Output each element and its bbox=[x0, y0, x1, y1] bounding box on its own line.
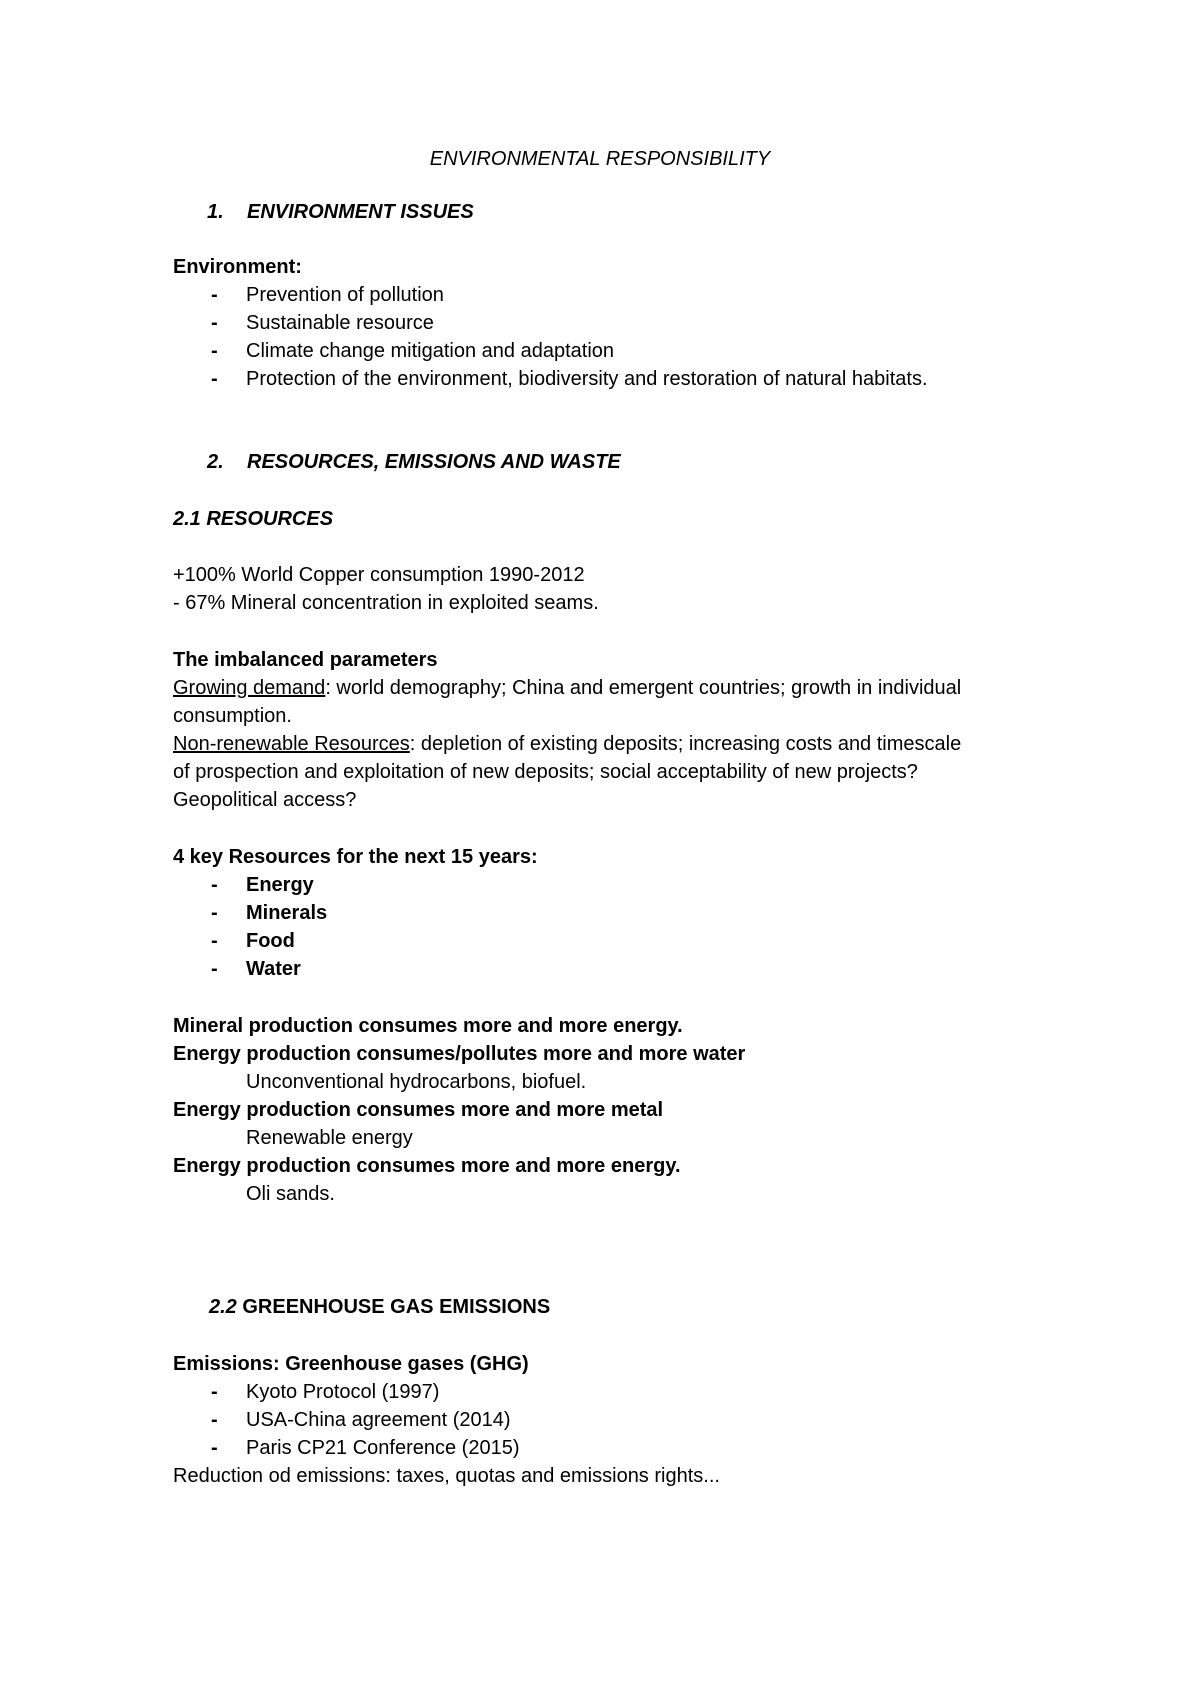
list-bullet: - bbox=[211, 1409, 218, 1431]
energy-metal-line: Energy production consumes more and more metal bbox=[173, 1099, 664, 1121]
document-title: ENVIRONMENTAL RESPONSIBILITY bbox=[429, 148, 771, 170]
list-item: Water bbox=[246, 958, 301, 980]
list-bullet: - bbox=[211, 930, 218, 952]
energy-energy-detail: Oli sands. bbox=[246, 1183, 335, 1205]
list-item: Paris CP21 Conference (2015) bbox=[246, 1437, 520, 1459]
mineral-stat: - 67% Mineral concentration in exploited seams. bbox=[173, 592, 599, 614]
list-item: Climate change mitigation and adaptation bbox=[246, 340, 615, 362]
energy-water-detail: Unconventional hydrocarbons, biofuel. bbox=[246, 1071, 587, 1093]
list-item: Protection of the environment, biodiversity and restoration of natural habitats. bbox=[246, 368, 928, 390]
mineral-production-line: Mineral production consumes more and more energy. bbox=[173, 1015, 683, 1037]
list-item: Kyoto Protocol (1997) bbox=[246, 1381, 440, 1403]
environment-label: Environment: bbox=[173, 256, 302, 278]
section-2-heading: RESOURCES, EMISSIONS AND WASTE bbox=[247, 451, 621, 473]
emissions-reduction-line: Reduction od emissions: taxes, quotas and emissions rights... bbox=[173, 1465, 720, 1487]
nonrenewable-text: : depletion of existing deposits; increasing costs and timescale bbox=[409, 733, 962, 755]
subsection-2-2-title: GREENHOUSE GAS EMISSIONS bbox=[236, 1296, 551, 1318]
list-bullet: - bbox=[211, 340, 218, 362]
key-resources-heading: 4 key Resources for the next 15 years: bbox=[173, 846, 538, 868]
list-bullet: - bbox=[211, 958, 218, 980]
list-item: USA-China agreement (2014) bbox=[246, 1409, 511, 1431]
list-bullet: - bbox=[211, 1381, 218, 1403]
nonrenewable-line bbox=[173, 732, 961, 756]
energy-energy-line: Energy production consumes more and more energy. bbox=[173, 1155, 681, 1177]
list-bullet: - bbox=[211, 284, 218, 306]
list-item: Prevention of pollution bbox=[246, 284, 444, 306]
energy-water-line: Energy production consumes/pollutes more and more water bbox=[173, 1043, 746, 1065]
section-1-number: 1. bbox=[207, 201, 224, 223]
copper-stat: +100% World Copper consumption 1990-2012 bbox=[173, 564, 585, 586]
section-2-number: 2. bbox=[207, 451, 224, 473]
list-bullet: - bbox=[211, 368, 218, 390]
section-1-heading: ENVIRONMENT ISSUES bbox=[247, 201, 474, 223]
growing-demand-label: Growing demand bbox=[173, 677, 326, 699]
imbalanced-heading: The imbalanced parameters bbox=[173, 649, 438, 671]
energy-metal-detail: Renewable energy bbox=[246, 1127, 413, 1149]
subsection-2-1-heading: 2.1 RESOURCES bbox=[173, 508, 334, 530]
list-item: Food bbox=[246, 930, 295, 952]
list-bullet: - bbox=[211, 902, 218, 924]
subsection-2-2-number: 2.2 bbox=[209, 1296, 237, 1318]
nonrenewable-cont: of prospection and exploitation of new deposits; social acceptability of new projects? bbox=[173, 761, 918, 783]
list-item: Sustainable resource bbox=[246, 312, 434, 334]
list-item: Energy bbox=[246, 874, 314, 896]
list-bullet: - bbox=[211, 312, 218, 334]
list-bullet: - bbox=[211, 874, 218, 896]
subsection-2-2-heading bbox=[209, 1295, 550, 1319]
nonrenewable-cont: Geopolitical access? bbox=[173, 789, 357, 811]
list-item: Minerals bbox=[246, 902, 328, 924]
growing-demand-text: : world demography; China and emergent countries; growth in individual bbox=[325, 677, 962, 699]
emissions-label: Emissions: Greenhouse gases (GHG) bbox=[173, 1353, 529, 1375]
growing-demand-cont: consumption. bbox=[173, 705, 292, 727]
nonrenewable-label: Non-renewable Resources bbox=[173, 733, 410, 755]
list-bullet: - bbox=[211, 1437, 218, 1459]
growing-demand-line bbox=[173, 676, 961, 700]
